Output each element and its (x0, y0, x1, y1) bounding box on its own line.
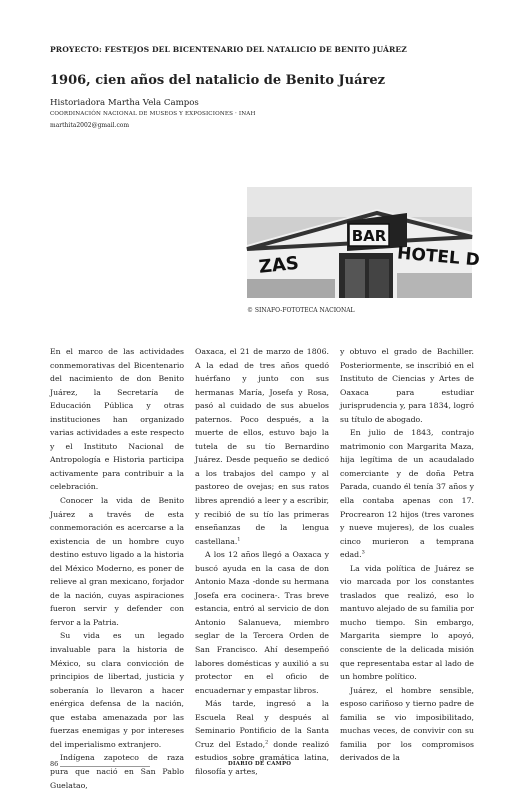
article-title: 1906, cien años del natalicio de Benito Juárez (50, 73, 386, 88)
author-name: Historiadora Martha Vela Campos (50, 98, 199, 108)
paragraph: La vida política de Juárez se vio marcada por los constantes traslados que realizó, eso lo mantuvo alejado de su familia por mucho tiempo. Sin embargo, Margarita siempre lo apoyó, consciente de la delicada misión que representaba estar al lado de un hombre político. (340, 563, 474, 682)
footer-divider (60, 766, 150, 767)
sign-left: ZAS (257, 252, 300, 278)
magazine-name: DIARIO DE CAMPO (228, 761, 292, 767)
paragraph: Su vida es un legado invaluable para la historia de México, su clara convicción de principios de libertad, justicia y soberanía lo llevaron a hacer enérgica defensa de la nación, que estaba amenazada por las fuerzas enemigas y por intereses del imperialismo extranjero. (50, 631, 184, 749)
paragraph: Juárez, el hombre sensible, esposo cariñoso y tierno padre de familia se vio imposibilitado, muchas veces, de convivir con su familia por los compromisos derivados de la (340, 685, 474, 763)
paragraph-text: Oaxaca, el 21 de marzo de 1806. A la edad de tres años quedó huérfano y junto con sus hermanas María, Josefa y Rosa, pasó al cuidado de sus abuelos paternos. Poco después, a la muerte de ellos, estuvo bajo la tutela de su tío Bernardino Juárez. Desde pequeño se dedicó a los trabajos del campo y al pastoreo de ovejas; en sus ratos libres aprendió a leer y a escribir, y recibió de su tío las primeras enseñanzas de la lengua castellana. (195, 347, 329, 546)
author-affiliation: COORDINACIÓN NACIONAL DE MUSEOS Y EXPOSICIONES · INAH (50, 111, 256, 117)
paragraph-text: En julio de 1843, contrajo matrimonio con Margarita Maza, hija legítima de un acaudalado comerciante y de doña Petra Parada, cuando él tenía 37 años y ella contaba apenas con 17. Procrearon 12 hijos (tres varones y nueve mujeres), de los cuales cinco murieron a temprana edad. (340, 428, 474, 560)
paragraph-text: donde realizó estudios sobre gramática latina, filosofía y artes, (195, 739, 329, 776)
running-header: PROYECTO: FESTEJOS DEL BICENTENARIO DEL NATALICIO DE BENITO JUÁREZ (50, 45, 407, 54)
hotel-photo-drawing (247, 187, 481, 298)
column-3 (340, 345, 474, 763)
footnote-ref: 1 (237, 536, 241, 543)
footnote-ref: 3 (361, 549, 365, 556)
paragraph: Conocer la vida de Benito Juárez a través de esta conmemoración es acercarse a la existencia de un hombre cuyo destino estuvo ligado a la historia del México Moderno, es poner de relieve al gran mexicano, forjador de la nación, cuyas aspiraciones fueron servir y defender con fervor a la Patria. (50, 496, 184, 627)
paragraph: En el marco de las actividades conmemorativas del Bicentenario del nacimiento de don Benito Juárez, la Secretaría de Educación Pública y otras instituciones han organizado varias actividades a este respecto y el Instituto Nacional de Antropología e Historia participa activamente para contribuir a la celebración. (50, 347, 184, 492)
footnote-ref: 2 (265, 739, 269, 746)
paragraph: A los 12 años llegó a Oaxaca y buscó ayuda en la casa de don Antonio Maza -donde su hermana Josefa era cocinera-. Tras breve estancia, entró al servicio de don Antonio Salanueva, miembro seglar de la Tercera Orden de San Francisco. Ahí desempeñó labores domésticas y auxilió a su protector en el oficio de encuadernar y empastar libros. (195, 550, 329, 695)
paragraph (340, 426, 474, 561)
paragraph: Indígena zapoteco de raza pura que nació en San Pablo Guelatao, (50, 753, 184, 790)
author-email[interactable]: marthita2002@gmail.com (50, 122, 130, 129)
page-number: 86 (50, 760, 59, 768)
sign-bar: BAR (351, 227, 387, 245)
paragraph (195, 345, 329, 548)
photo-caption: © SINAFO-FOTOTECA NACIONAL (247, 307, 355, 314)
paragraph-text: Más tarde, ingresó a la Escuela Real y después al Seminario Pontificio de la Santa Cruz del Estado, (195, 699, 329, 749)
sign-hotel: HOTEL D (396, 243, 481, 271)
hotel-photo (247, 187, 481, 298)
paragraph: y obtuvo el grado de Bachiller. Posteriormente, se inscribió en el Instituto de Ciencias y Artes de Oaxaca para estudiar jurisprudencia y, para 1834, logró su título de abogado. (340, 347, 474, 424)
